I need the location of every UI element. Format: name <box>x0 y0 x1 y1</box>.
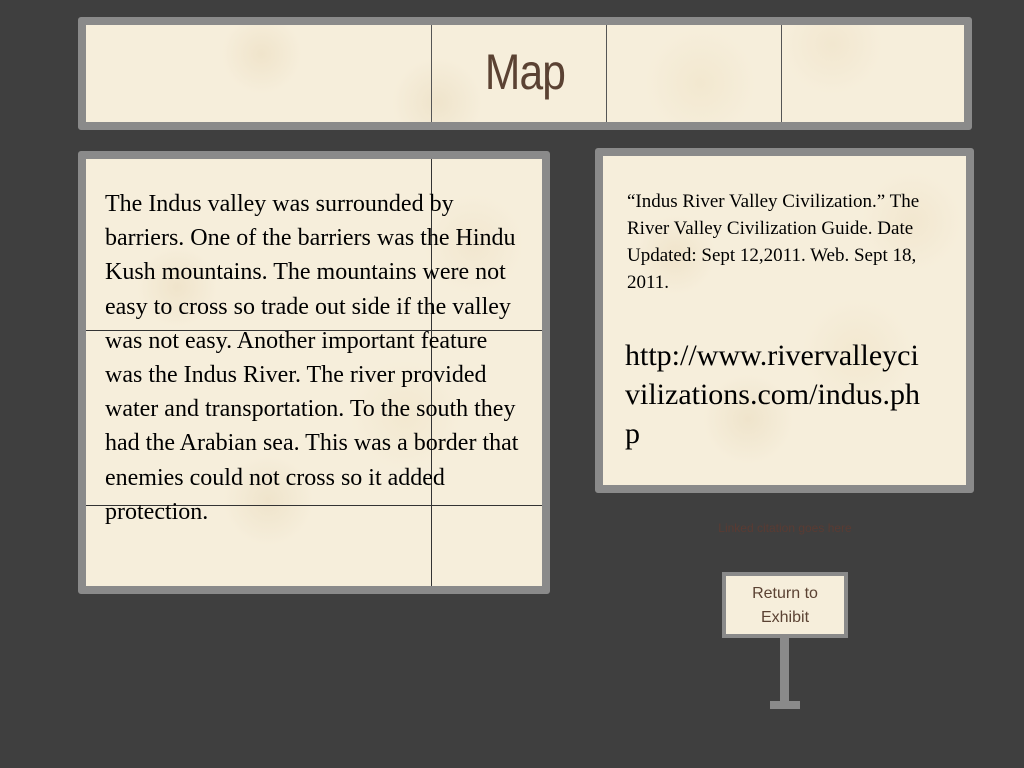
return-to-exhibit-button[interactable]: Return to Exhibit <box>722 572 848 638</box>
page-title: Map <box>484 44 566 100</box>
citation-text: “Indus River Valley Civilization.” The River Valley Civilization Guide. Date Updated: Sept 12,2011. Web. Sept 18, 2011. <box>627 191 920 293</box>
body-text: The Indus valley was surrounded by barriers. One of the barriers was the Hindu Kush mountains. The mountains were not easy to cross so trade out side if the valley was not easy. Another important feature was the Indus River. The river provided water and transportation. To the south they had the Arabian sea. This was a border that enemies could not cross so it added protection. <box>105 191 519 525</box>
sign-post <box>780 638 789 704</box>
citation-panel <box>595 148 974 493</box>
linked-citation-placeholder[interactable]: Linked citation goes here <box>718 521 852 535</box>
content-panel <box>78 151 550 594</box>
title-banner <box>78 17 972 130</box>
sign-base <box>770 701 800 709</box>
citation-url[interactable]: http://www.rivervalleycivilizations.com/indus.php <box>625 339 920 450</box>
